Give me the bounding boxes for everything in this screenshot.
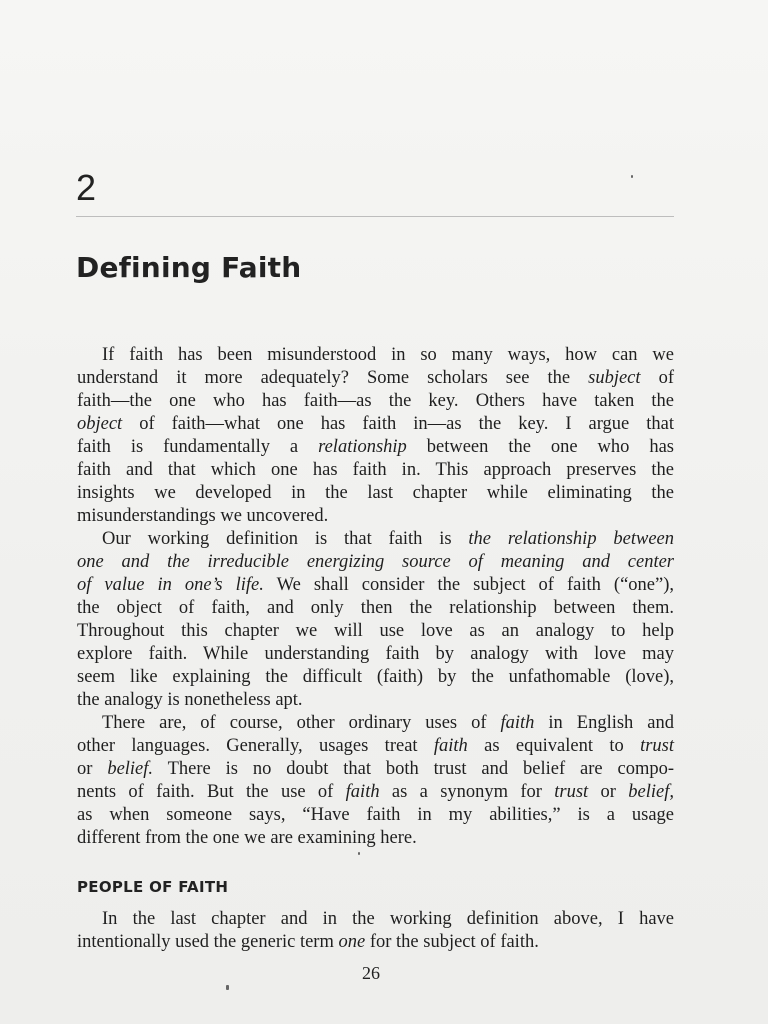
- text-line: the analogy is nonetheless apt.: [77, 690, 303, 710]
- italic-text: faith: [345, 782, 380, 802]
- italic-text: the relationship between: [468, 529, 675, 549]
- text-line: object of faith—what one has faith in—as the key. I argue that: [77, 414, 674, 434]
- italic-text: trust: [640, 736, 674, 756]
- text-line: the object of faith, and only then the relationship between them.: [77, 598, 674, 618]
- chapter-number: 2: [76, 167, 97, 208]
- text-line: or belief. There is no doubt that both trust and belief are compo-: [77, 759, 675, 779]
- text-line: nents of faith. But the use of faith as a synonym for trust or belief,: [77, 782, 674, 802]
- italic-text: one and the irreducible energizing source of meaning and center: [77, 552, 674, 572]
- text-line: Throughout this chapter we will use love as an analogy to help: [77, 621, 674, 641]
- paragraph: [77, 712, 674, 850]
- italic-text: belief,: [628, 782, 674, 802]
- text-line: faith and that which one has faith in. This approach preserves the: [77, 460, 674, 480]
- italic-text: faith: [500, 713, 535, 733]
- text-line: faith is fundamentally a relationship between the one who has: [77, 437, 674, 457]
- text-line: Our working definition is that faith is the relationship between: [102, 529, 675, 549]
- text-line: explore faith. While understanding faith by analogy with love may: [77, 644, 674, 664]
- paragraph: [77, 528, 674, 712]
- text-line: understand it more adequately? Some scholars see the subject of: [77, 368, 674, 388]
- text-line: In the last chapter and in the working definition above, I have: [102, 909, 674, 929]
- text-line: There are, of course, other ordinary uses of faith in English and: [102, 713, 674, 733]
- paragraph: [77, 908, 674, 954]
- text-line: If faith has been misunderstood in so many ways, how can we: [102, 345, 674, 365]
- paragraph: [77, 344, 674, 528]
- page-number: 26: [362, 963, 380, 983]
- section-heading: PEOPLE OF FAITH: [77, 878, 229, 896]
- scan-speck: [631, 175, 633, 178]
- text-line: [77, 551, 674, 574]
- chapter-divider: [76, 216, 674, 217]
- text-line: seem like explaining the difficult (faith) by the unfathomable (love),: [77, 667, 674, 687]
- italic-text: subject: [588, 368, 641, 388]
- scan-speck: [226, 985, 229, 990]
- text-line: of value in one’s life. We shall consider the subject of faith (“one”),: [77, 575, 674, 595]
- text-line: as when someone says, “Have faith in my abilities,” is a usage: [77, 805, 674, 825]
- italic-text: faith: [433, 736, 468, 756]
- italic-text: relationship: [318, 437, 407, 457]
- text-line: misunderstandings we uncovered.: [77, 506, 329, 526]
- text-line: intentionally used the generic term one for the subject of faith.: [77, 932, 539, 952]
- text-line: different from the one we are examining here.: [77, 828, 417, 848]
- italic-text: one: [338, 932, 366, 952]
- italic-text: object: [77, 414, 123, 434]
- italic-text: trust: [554, 782, 589, 802]
- italic-text: of value in one’s life.: [77, 575, 264, 595]
- italic-text: belief.: [107, 759, 154, 779]
- text-line: faith—the one who has faith—as the key. Others have taken the: [77, 391, 674, 411]
- text-line: insights we developed in the last chapter while eliminating the: [77, 483, 674, 503]
- chapter-title: Defining Faith: [76, 251, 302, 284]
- text-line: other languages. Generally, usages treat faith as equivalent to trust: [77, 736, 674, 756]
- scan-speck: [358, 852, 360, 855]
